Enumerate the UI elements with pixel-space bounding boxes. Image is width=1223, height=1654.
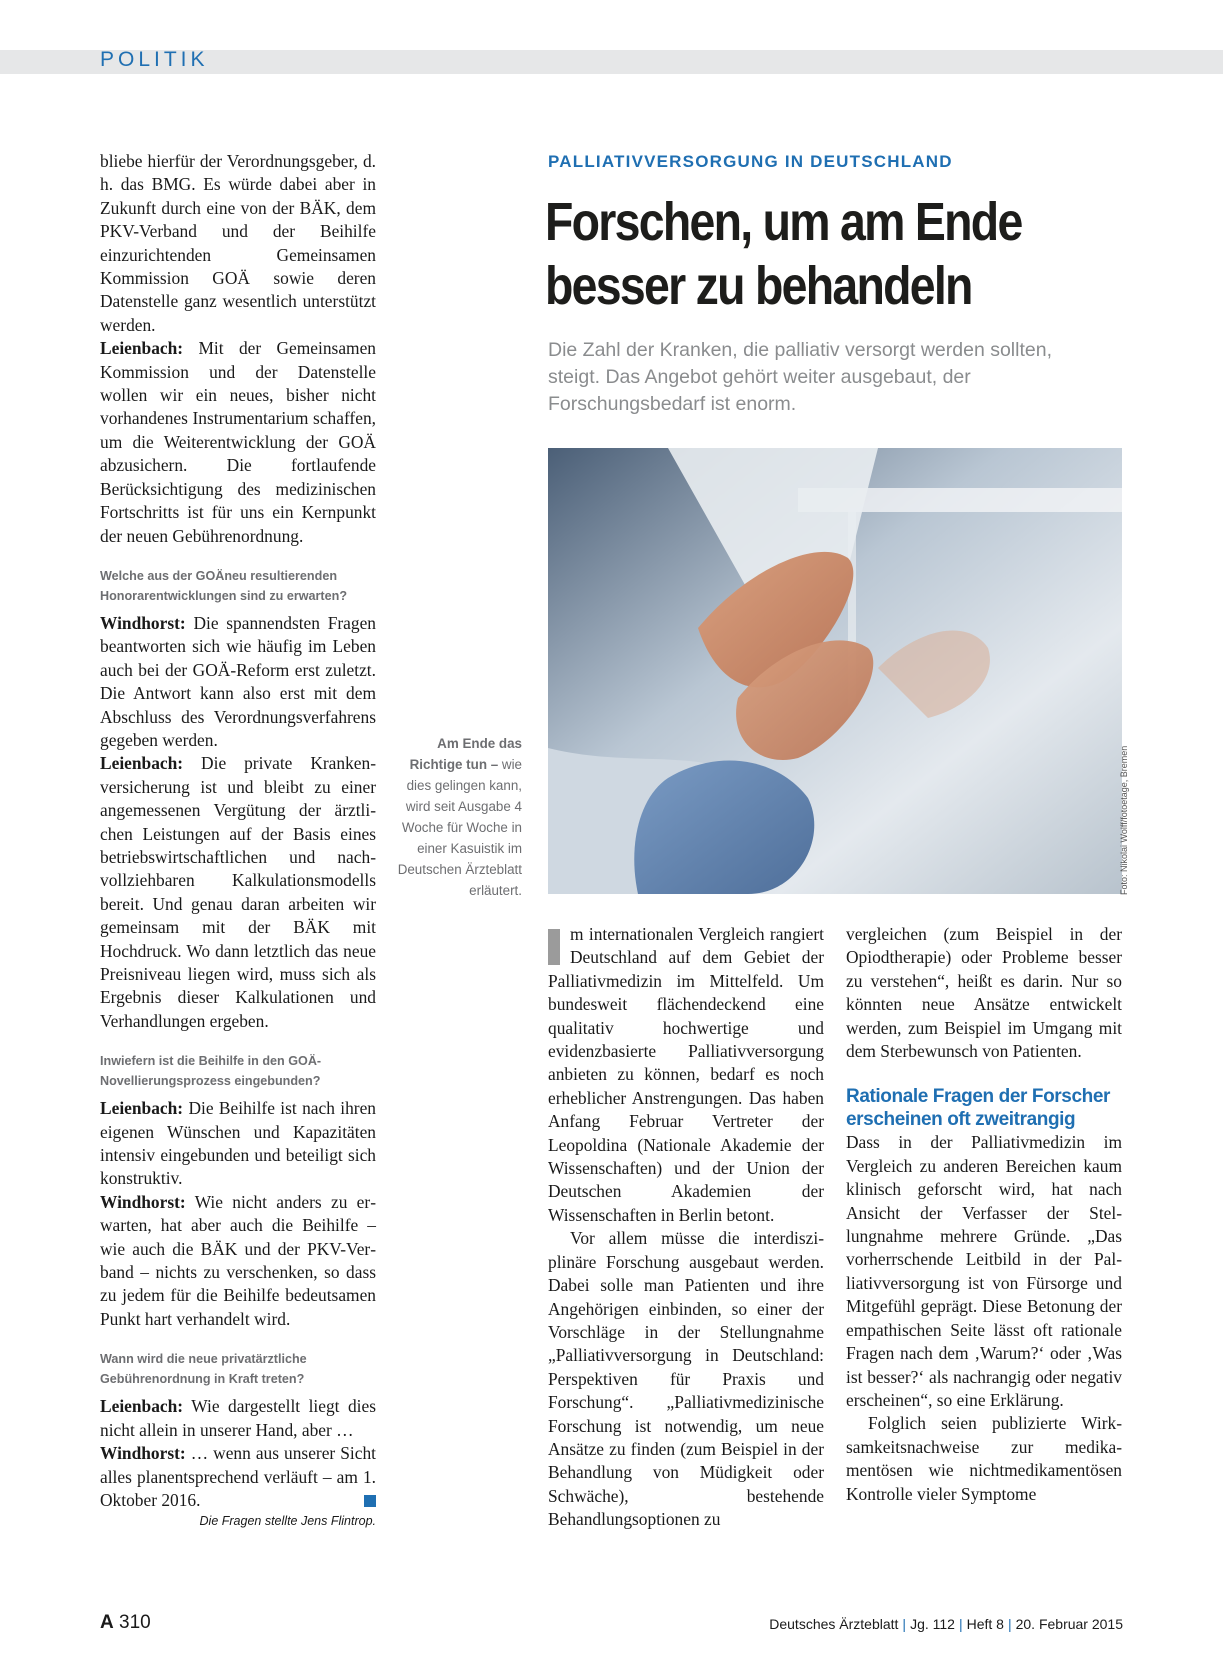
paragraph (100, 1395, 376, 1442)
end-mark-icon (364, 1495, 376, 1507)
page-number (100, 1612, 151, 1634)
drop-cap-icon (548, 929, 560, 965)
paragraph (100, 1097, 376, 1191)
paragraph (100, 1191, 376, 1331)
paragraph: Vor allem müsse die interdisziplinäre Forschung ausgebaut werden. Dabei solle man Patienten und ihre Angehörigen einbinden, so einer der Vorschläge in der Stellungnahme „Palliativversorgung in Deutschland: Perspektiven für Praxis und Forschung“. „Palliativmedizinische Forschung ist notwendig, um neue Ansätze zu finden (zum Beispiel in der Behandlung von Müdigkeit oder Schwäche), bestehende Behandlungsoptionen zu (548, 1228, 824, 1530)
separator: | (958, 1616, 963, 1632)
answer-text: … wenn aus unserer Sicht alles planentsprechend verläuft – am 1. Oktober 2016. (100, 1443, 376, 1510)
interview-question: Wann wird die neue privatärztliche Gebührenordnung in Kraft treten? (100, 1352, 307, 1387)
article-column-2 (846, 923, 1122, 1506)
paragraph (100, 1442, 376, 1512)
photo-caption (392, 733, 522, 901)
answer-text: Wie nicht anders zu erwarten, hat aber auch die Beihilfe – wie auch die BÄK und der PKV-Verband – nichts zu verschenken, so dass zu jedem für die Beihilfe bedeutsamen Punkt hart verhandelt wird. (100, 1191, 376, 1329)
speaker: Leienbach: (100, 1396, 184, 1417)
paragraph: Folglich seien publizierte Wirksamkeitsnachweise zur medikamentösen wie nichtmedikamentösen Kontrolle vieler Symptome (846, 1413, 1122, 1504)
journal-name: Deutsches Ärzteblatt (769, 1616, 899, 1632)
speaker: Leienbach: (100, 753, 184, 774)
journal-volume: Jg. 112 (910, 1616, 955, 1632)
journal-info (769, 1616, 1123, 1632)
interview-question: Welche aus der GOÄneu resultierenden Honorarentwicklungen sind zu erwarten? (100, 568, 348, 603)
paragraph (100, 612, 376, 752)
interview-column (100, 150, 376, 1530)
separator: | (902, 1616, 907, 1632)
body-text: m internationalen Vergleich rangiert Deutschland auf dem Gebiet der Palliativmedizin im Mittelfeld. Um bundesweit flächendeckend eine qualitativ hochwertige und evidenzbasierte Palliativversorgung anbieten zu können, bedarf es noch erheblicher Anstrengungen. Das haben Anfang Februar Vertreter der Leopoldina (Nationale Akademie der Wissenschaften) und der Union der Deutschen Akademien der Wissenschaften in Berlin betont. (548, 924, 824, 1225)
paragraph: bliebe hierfür der Verordnungsgeber, d. h. das BMG. Es würde dabei aber in Zukunft durch eine von der BÄK, dem PKV-Verband und der Beihilfe einzurichtenden Gemeinsamen Kommission GOÄ sowie deren Datenstelle ganz wesentlich unterstützt werden. (100, 151, 376, 335)
hands-illustration (548, 448, 1122, 894)
paragraph: Dass in der Palliativmedizin im Vergleich zu anderen Bereichen kaum klinisch geforscht wird, hat nach Ansicht der Verfasser der Stellungnahme mehrere Gründe. „Das vorherrschende Leitbild in der Palliativversorgung ist von Fürsorge und Mitgefühl geprägt. Diese Betonung der empathischen Seite lässt oft rationale Fragen nach dem ‚Warum?‘ oder ‚Was ist besser?‘ als nachrangig oder negativ erscheinen“, so eine Erklärung. (846, 1132, 1122, 1410)
answer-text: Wie dargestellt liegt dies nicht allein in unserer Hand, aber … (100, 1396, 376, 1440)
interview-question: Inwiefern ist die Beihilfe in den GOÄ-Novellierungsprozess eingebunden? (100, 1054, 322, 1089)
page-prefix: A (100, 1612, 114, 1633)
article-lede: Die Zahl der Kranken, die palliativ versorgt werden sollten, steigt. Das Angebot gehört weiter ausgebaut, der Forschungsbedarf ist enorm. (548, 339, 1053, 415)
article-subhead: Rationale Fragen der Forscher erscheinen oft zweitrangig (846, 1086, 1110, 1131)
journal-date: 20. Februar 2015 (1015, 1616, 1123, 1632)
paragraph: vergleichen (zum Beispiel in der Opiodtherapie) oder Probleme besser zu verstehen“, heißt es darin. Nur so könnten neue Ansätze entwickelt werden, zum Beispiel im Umgang mit dem Sterbewunsch von Patienten. (846, 924, 1122, 1062)
paragraph (548, 923, 824, 1227)
headline-line: besser zu behandeln (545, 256, 972, 316)
article-column-1 (548, 923, 824, 1532)
section-label: POLITIK (100, 48, 209, 71)
journal-issue: Heft 8 (966, 1616, 1004, 1632)
caption-text: wie dies gelingen kann, wird seit Ausgabe 4 Woche für Woche in einer Kasuistik im Deutschen Ärzteblatt erläutert. (397, 757, 522, 898)
paragraph (100, 752, 376, 1033)
answer-text: Mit der Gemeinsamen Kommission und der Datenstelle wollen wir ein neues, bisher nicht vorhandenes Instrumentarium schaffen, um die Weiterentwicklung der GOÄ abzusichern. Die fortlaufende Berücksichtigung des medizinischen Fortschritts ist für uns ein Kernpunkt der neuen Gebührenordnung. (100, 338, 376, 546)
page-number-value: 310 (119, 1612, 151, 1633)
answer-text: Die private Krankenversicherung ist und bleibt zu einer angemessenen Vergütung der ärztlichen Leistungen auf der Basis eines betriebswirtschaftlichen und nachvollziehbaren Kalkulationsmodells bereit. Und genau daran arbeiten wir gemeinsam mit der BÄK mit Hochdruck. Wo dann letztlich das neue Preisniveau liegen wird, muss sich als Ergebnis dieser Kalkulationen und Verhandlungen ergeben. (100, 753, 376, 1031)
article-headline (545, 190, 1044, 318)
speaker: Leienbach: (100, 338, 184, 359)
paragraph (100, 337, 376, 548)
photo-credit: Foto: Nikolai Wolff/fotoetage, Bremen (1119, 745, 1129, 895)
article-kicker: PALLIATIVVERSORGUNG IN DEUTSCHLAND (548, 152, 953, 171)
article-photo (548, 448, 1122, 894)
speaker: Leienbach: (100, 1098, 184, 1119)
caption-bold: Am Ende das Richtige tun – (409, 736, 522, 772)
separator: | (1007, 1616, 1012, 1632)
answer-text: Die Beihilfe ist nach ihren eigenen Wünschen und Kapazitäten intensiv eingebunden und beteiligt sich konstruktiv. (100, 1098, 376, 1189)
speaker: Windhorst: (100, 1191, 186, 1212)
answer-text: Die spannendsten Fragen beantworten sich wie häufig im Leben auch bei der GOÄ-Reform erst zuletzt. Die Antwort kann also erst mit dem Abschluss des Verordnungsverfahrens gegeben werden. (100, 612, 376, 750)
speaker: Windhorst: (100, 612, 186, 633)
headline-line: Forschen, um am Ende (545, 192, 1022, 252)
interview-credit: Die Fragen stellte Jens Flintrop. (199, 1514, 376, 1529)
speaker: Windhorst: (100, 1443, 186, 1464)
